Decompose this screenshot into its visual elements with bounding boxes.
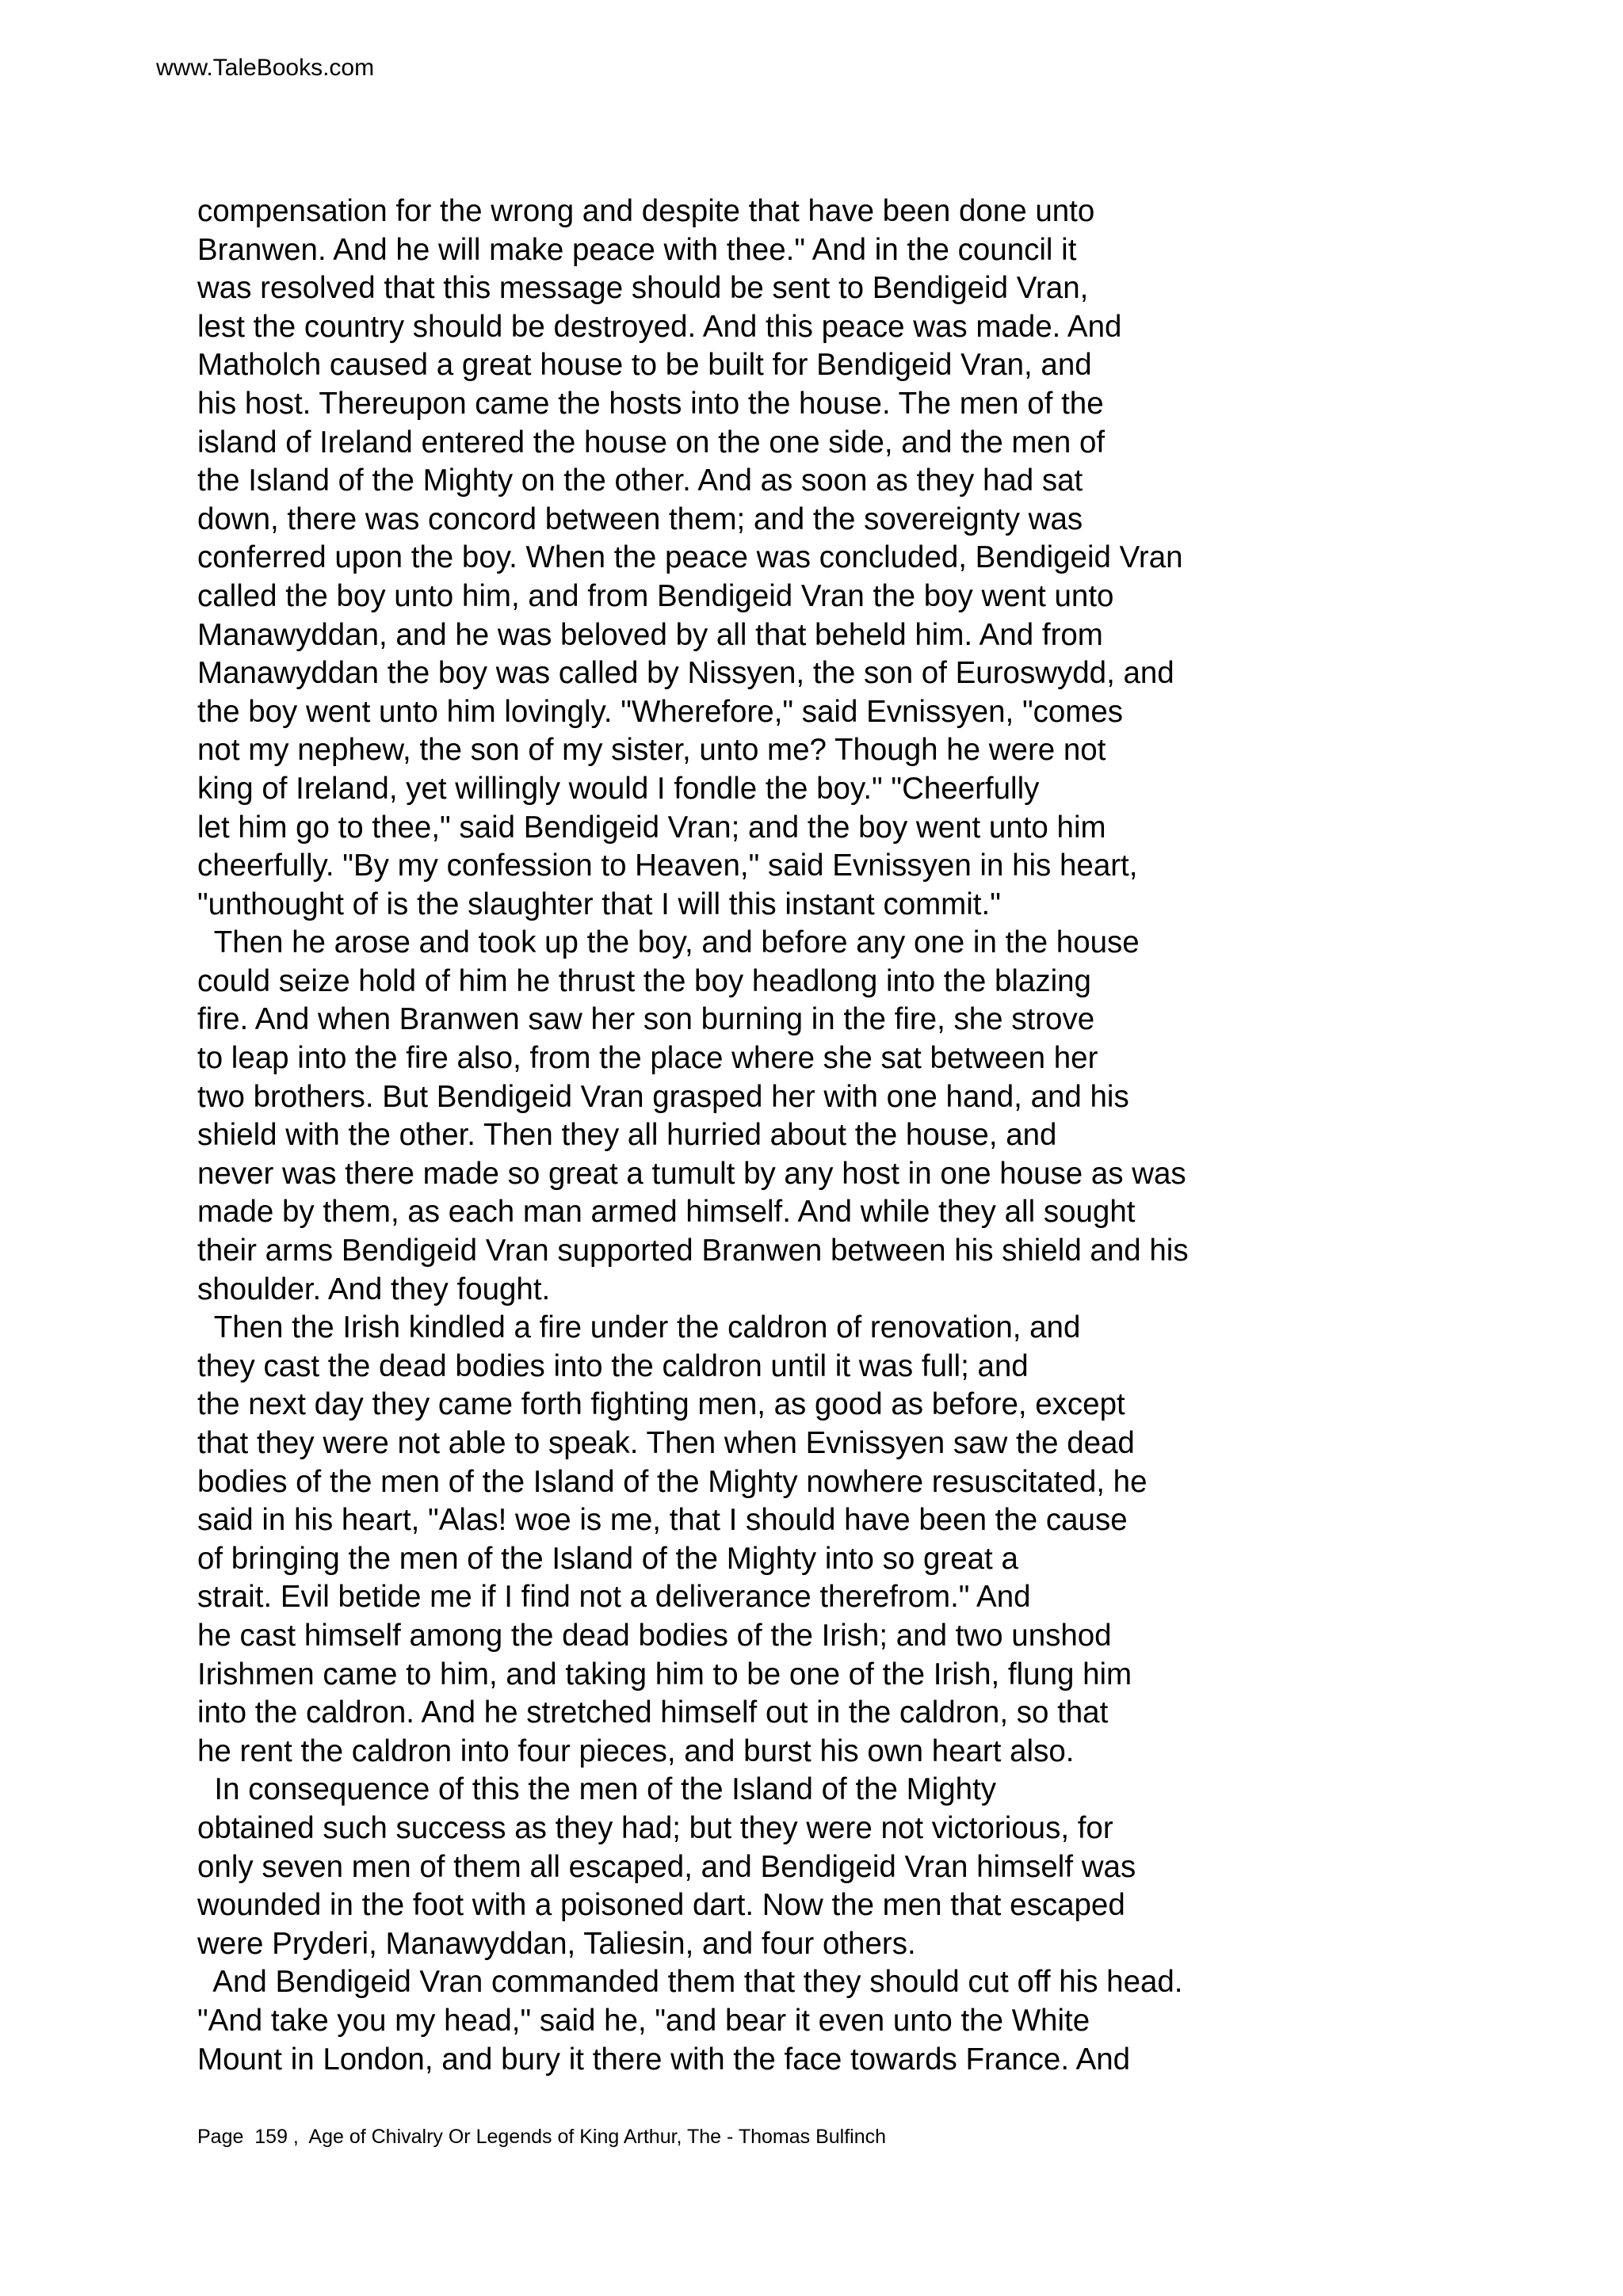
text-line: their arms Bendigeid Vran supported Branwen between his shield and his xyxy=(197,1234,1189,1268)
text-line: the boy went unto him lovingly. "Wherefore," said Evnissyen, "comes xyxy=(197,694,1124,729)
text-line: shield with the other. Then they all hurried about the house, and xyxy=(197,1118,1057,1153)
text-line: not my nephew, the son of my sister, unto me? Though he were not xyxy=(197,733,1106,768)
text-line: could seize hold of him he thrust the boy headlong into the blazing xyxy=(197,963,1091,998)
book-page-text xyxy=(197,193,1545,2079)
text-line: Branwen. And he will make peace with thee." And in the council it xyxy=(197,232,1077,267)
page-footer: Page 159 , Age of Chivalry Or Legends of King Arthur, The - Thomas Bulfinch xyxy=(197,2126,887,2148)
text-line: let him go to thee," said Bendigeid Vran; and the boy went unto him xyxy=(197,810,1106,845)
text-line: never was there made so great a tumult by any host in one house as was xyxy=(197,1156,1186,1191)
text-line: "And take you my head," said he, "and bear it even unto the White xyxy=(197,2003,1090,2038)
text-line: down, there was concord between them; and the sovereignty was xyxy=(197,502,1083,536)
text-line: only seven men of them all escaped, and Bendigeid Vran himself was xyxy=(197,1849,1136,1884)
text-line: was resolved that this message should be sent to Bendigeid Vran, xyxy=(197,271,1089,306)
text-line: they cast the dead bodies into the caldron until it was full; and xyxy=(197,1348,1029,1383)
text-line: the Island of the Mighty on the other. And as soon as they had sat xyxy=(197,463,1083,498)
text-line: called the boy unto him, and from Bendigeid Vran the boy went unto xyxy=(197,578,1114,613)
text-line: compensation for the wrong and despite that have been done unto xyxy=(197,194,1095,228)
text-line: he cast himself among the dead bodies of the Irish; and two unshod xyxy=(197,1618,1112,1653)
text-line: he rent the caldron into four pieces, and burst his own heart also. xyxy=(197,1733,1075,1768)
text-line: strait. Evil betide me if I find not a deliverance therefrom." And xyxy=(197,1580,1031,1615)
text-line: "unthought of is the slaughter that I will this instant commit." xyxy=(197,887,1001,921)
text-line: wounded in the foot with a poisoned dart. Now the men that escaped xyxy=(197,1888,1125,1923)
text-line: conferred upon the boy. When the peace was concluded, Bendigeid Vran xyxy=(197,540,1183,575)
text-line: Matholch caused a great house to be built for Bendigeid Vran, and xyxy=(197,348,1092,383)
text-line: Then he arose and took up the boy, and before any one in the house xyxy=(197,925,1140,960)
text-line: said in his heart, "Alas! woe is me, that I should have been the cause xyxy=(197,1503,1128,1538)
text-line: island of Ireland entered the house on the one side, and the men of xyxy=(197,425,1106,460)
text-line: In consequence of this the men of the Island of the Mighty xyxy=(197,1772,997,1807)
text-line: Manawyddan the boy was called by Nissyen, the son of Euroswydd, and xyxy=(197,656,1174,691)
text-line: his host. Thereupon came the hosts into the house. The men of the xyxy=(197,386,1104,421)
text-line: obtained such success as they had; but they were not victorious, for xyxy=(197,1810,1113,1845)
text-line: were Pryderi, Manawyddan, Taliesin, and four others. xyxy=(197,1926,916,1961)
text-line: that they were not able to speak. Then when Evnissyen saw the dead xyxy=(197,1426,1135,1460)
text-line: Then the Irish kindled a fire under the caldron of renovation, and xyxy=(197,1310,1081,1345)
text-line: of bringing the men of the Island of the Mighty into so great a xyxy=(197,1541,1018,1576)
text-line: fire. And when Branwen saw her son burning in the fire, she strove xyxy=(197,1002,1095,1037)
site-url: www.TaleBooks.com xyxy=(156,55,375,81)
text-line: bodies of the men of the Island of the Mighty nowhere resuscitated, he xyxy=(197,1464,1148,1499)
text-line: the next day they came forth fighting men, as good as before, except xyxy=(197,1387,1125,1422)
text-line: lest the country should be destroyed. And this peace was made. And xyxy=(197,309,1122,344)
text-line: made by them, as each man armed himself. And while they all sought xyxy=(197,1195,1136,1230)
text-line: cheerfully. "By my confession to Heaven," said Evnissyen in his heart, xyxy=(197,849,1138,883)
text-line: Manawyddan, and he was beloved by all that beheld him. And from xyxy=(197,617,1103,652)
text-line: Mount in London, and bury it there with the face towards France. And xyxy=(197,2042,1131,2077)
text-line: Irishmen came to him, and taking him to be one of the Irish, flung him xyxy=(197,1657,1132,1691)
text-line: king of Ireland, yet willingly would I fondle the boy." "Cheerfully xyxy=(197,771,1040,806)
text-line: into the caldron. And he stretched himself out in the caldron, so that xyxy=(197,1695,1109,1730)
text-line: two brothers. But Bendigeid Vran grasped her with one hand, and his xyxy=(197,1079,1129,1114)
text-line: to leap into the fire also, from the place where she sat between her xyxy=(197,1041,1098,1076)
text-line: shoulder. And they fought. xyxy=(197,1272,551,1306)
text-line: And Bendigeid Vran commanded them that they should cut off his head. xyxy=(197,1965,1183,2000)
